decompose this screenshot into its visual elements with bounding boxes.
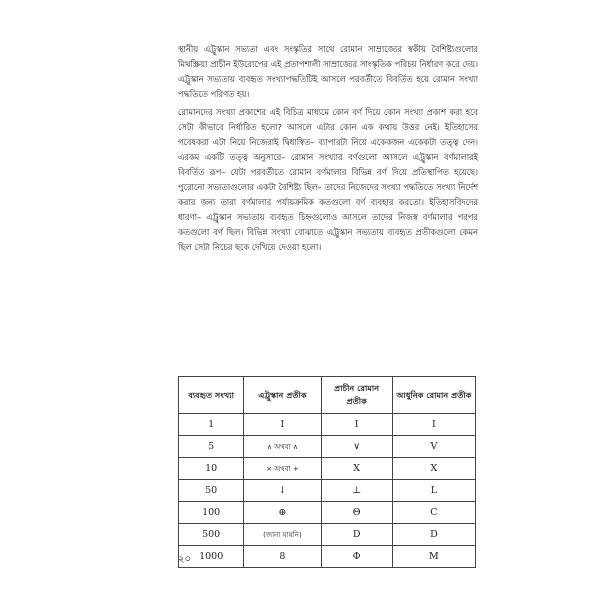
cell-ancient: Φ [321,546,392,568]
body-text [178,42,478,258]
cell-etruscan: 8 [244,546,321,568]
cell-number: 500 [179,524,244,546]
numeral-symbol-table [178,376,476,568]
cell-number: 10 [179,458,244,480]
cell-ancient: ⊥ [321,480,392,502]
cell-etruscan: ↓ [244,480,321,502]
table-header-row [179,377,476,414]
cell-ancient: D [321,524,392,546]
table-row [179,436,476,458]
paragraph-1: স্থানীয় এট্রুস্কান সভ্যতা এবং সংস্কৃতির সাথে রোমান সাম্রাজ্যের স্বকীয় বৈশিষ্ট্যগুলোর মিথস্ক্রিয়া প্রাচীন ইউরোপের এই প্রতাপশালী সাম্রাজ্যের সাংস্কৃতিক পরিচয় নির্ধারণ করে দেয়। এট্রুস্কান সভ্যতায় ব্যবহৃত সংখ্যাপদ্ধতিটিই আসলে পরবর্তীতে বিবর্তিত হয়ে রোমান সংখ্যা পদ্ধতিতে পরিণত হয়। [178,44,478,99]
cell-modern: D [392,524,475,546]
cell-number: 100 [179,502,244,524]
cell-number: 1000 [179,546,244,568]
cell-number: 50 [179,480,244,502]
paragraph-2: রোমানদের সংখ্যা প্রকাশের এই বিচিত্র মাধ্যমে কোন বর্ণ দিয়ে কোন সংখ্যা প্রকাশ করা হবে সেটা কীভাবে নির্ধারিত হলো? আসলে এটার কোন এক কথায় উত্তর নেই। ইতিহাসের গবেষকরা এটা নিয়ে নিজেরাই দ্বিধাস্বিত– ব্যাপারটা নিয়ে একেকজন একেকটা তত্ত্ব দেন। এরকম একটি তত্ত্ব অনুসারে– রোমান সংখ্যার বর্ণগুলো আসলে এট্রুস্কান বর্ণমালারই বিবর্তিত রূপ– যেটা পরবর্তীতে রোমান বর্ণমালার বিভিন্ন বর্ণ দিয়ে প্রতিস্থাপিত হয়েছে। পুরোনো সভ্যতাগুলোর একটা বৈশিষ্ট্য ছিল– তাদের নিজেদের সংখ্যা পদ্ধতিতে সংখ্যা নির্দেশ করার জন্য তারা বর্ণমালার পর্যায়ক্রমিক কতগুলো বর্ণ ব্যবহার করতো। ইতিহাসবিদদের ধারণা– এট্রুস্কান সভ্যতায় ব্যবহৃত চিহ্নগুলোও আসলে তাদের নিজস্ব বর্ণমালার পরপর কতগুলো বর্ণ ছিল। বিভিন্ন সংখ্যা বোঝাতে এট্রুস্কান সভ্যতায় ব্যবহৃত প্রতীকগুলো কেমন ছিল সেটা নিচের ছকে দেখিয়ে দেওয়া হলো। [178,107,478,252]
header-etruscan-symbol: এট্রুস্কান প্রতীক [244,377,321,414]
header-modern-roman-symbol: আধুনিক রোমান প্রতীক [392,377,475,414]
cell-number: 5 [179,436,244,458]
cell-etruscan: ⊕ [244,502,321,524]
cell-modern: M [392,546,475,568]
cell-etruscan: ∧ অথবা ∧ [244,436,321,458]
cell-modern: V [392,436,475,458]
cell-etruscan: × অথবা + [244,458,321,480]
page-number: ২০ [178,554,192,565]
table-row [179,502,476,524]
cell-modern: C [392,502,475,524]
cell-etruscan: (জানা যায়নি) [244,524,321,546]
cell-ancient: Θ [321,502,392,524]
cell-modern: L [392,480,475,502]
header-used-number: ব্যবহৃত সংখ্যা [179,377,244,414]
cell-ancient: ∨ [321,436,392,458]
cell-number: 1 [179,414,244,436]
header-ancient-roman-symbol: প্রাচীন রোমান প্রতীক [321,377,392,414]
table-row [179,524,476,546]
cell-etruscan: I [244,414,321,436]
cell-ancient: I [321,414,392,436]
table-row [179,546,476,568]
cell-modern: I [392,414,475,436]
cell-ancient: X [321,458,392,480]
table-row [179,458,476,480]
cell-modern: X [392,458,475,480]
table-row [179,480,476,502]
table-row [179,414,476,436]
